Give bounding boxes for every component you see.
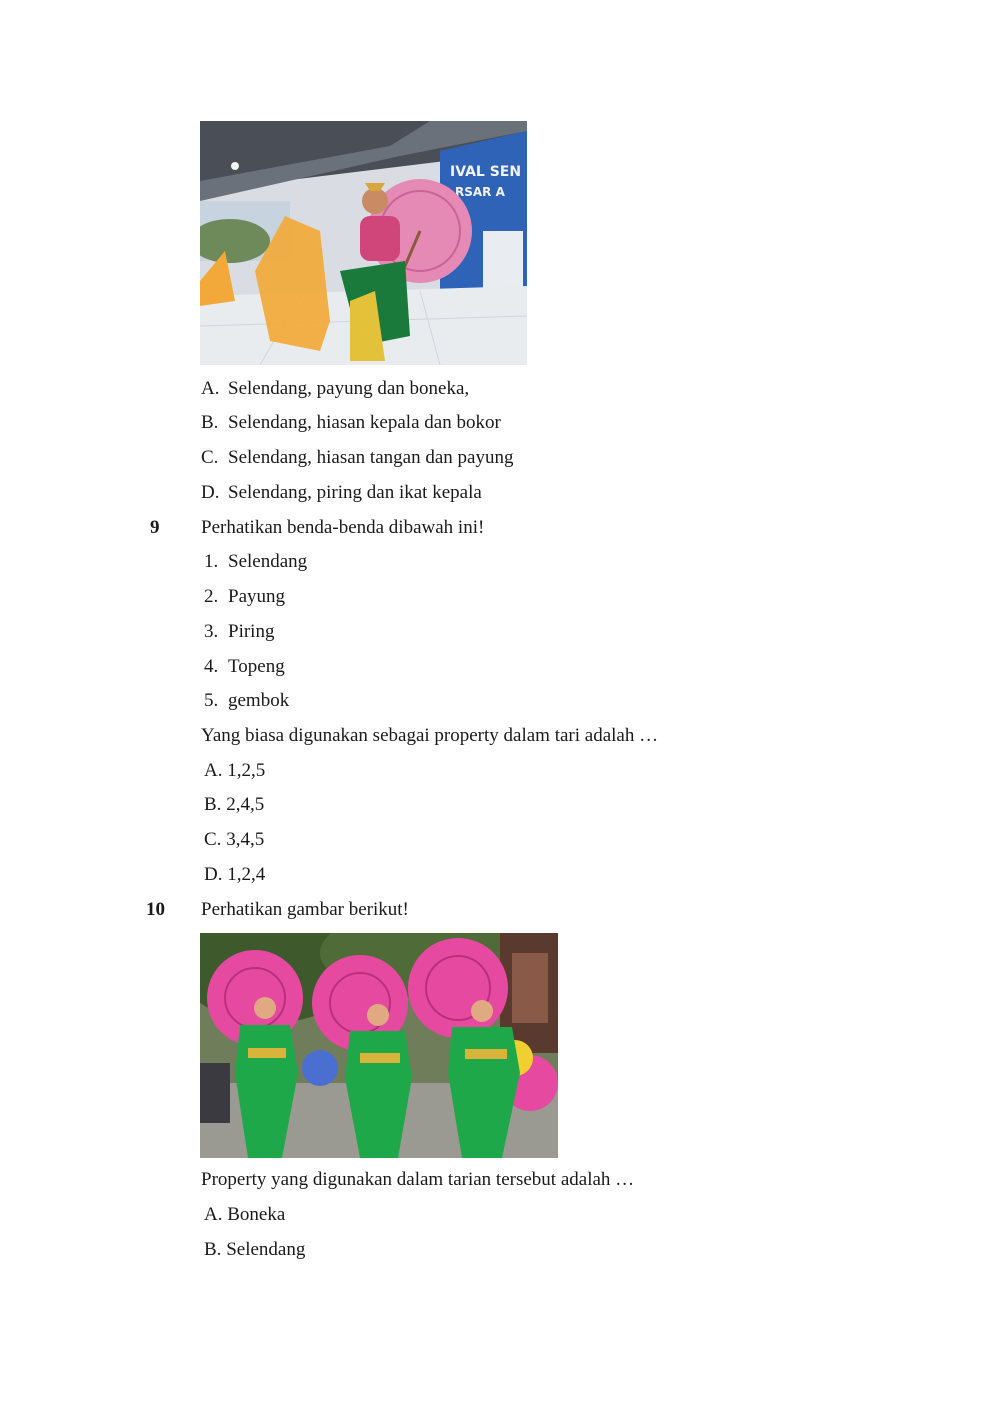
q8-option-a-text: Selendang, payung dan boneka, — [228, 378, 470, 399]
q9-number: 9 — [150, 517, 160, 538]
q8-option-d-letter: D. — [201, 482, 220, 503]
q8-option-d[interactable] — [201, 481, 482, 505]
q8-option-b[interactable] — [201, 411, 501, 435]
q9-option-c-text: 3,4,5 — [226, 829, 265, 850]
q9-item-3-text: Piring — [228, 621, 275, 642]
q10-option-a-letter: A. — [204, 1204, 223, 1225]
q10-question: Property yang digunakan dalam tarian tersebut adalah … — [201, 1169, 635, 1190]
q9-option-d-text: 1,2,4 — [227, 864, 266, 885]
q9-item-4-num: 4. — [204, 656, 219, 677]
q9-item-5-num: 5. — [204, 690, 219, 711]
dance-photo-three-umbrella-dancers — [200, 933, 558, 1158]
q9-option-c-letter: C. — [204, 829, 222, 850]
q9-option-d-letter: D. — [204, 864, 223, 885]
q10-option-a-text: Boneka — [227, 1204, 286, 1225]
q9-item-2-num: 2. — [204, 586, 219, 607]
q10-option-b-text: Selendang — [226, 1239, 306, 1260]
q9-item-5 — [204, 689, 289, 713]
q9-item-2-text: Payung — [228, 586, 285, 607]
q9-item-4-text: Topeng — [228, 656, 285, 677]
q9-option-b-text: 2,4,5 — [226, 794, 265, 815]
q10-option-b[interactable] — [204, 1238, 305, 1262]
q9-option-a[interactable] — [204, 759, 265, 783]
q9-item-1-text: Selendang — [228, 551, 308, 572]
q9-option-d[interactable] — [204, 863, 265, 887]
q8-option-c[interactable] — [201, 446, 513, 470]
q9-option-a-text: 1,2,5 — [227, 760, 266, 781]
q8-option-c-text: Selendang, hiasan tangan dan payung — [228, 447, 514, 468]
q9-option-b[interactable] — [204, 793, 264, 817]
q10-prompt: Perhatikan gambar berikut! — [201, 899, 409, 920]
q9-item-3-num: 3. — [204, 621, 219, 642]
q8-option-c-letter: C. — [201, 447, 219, 468]
q9-item-2 — [204, 585, 285, 609]
q8-option-d-text: Selendang, piring dan ikat kepala — [228, 482, 482, 503]
q9-prompt: Perhatikan benda-benda dibawah ini! — [201, 517, 485, 538]
svg-text:IVAL SEN: IVAL SEN — [450, 164, 522, 180]
svg-text:RSAR A: RSAR A — [455, 185, 505, 199]
q10-option-a[interactable] — [204, 1203, 285, 1227]
q10-option-b-letter: B. — [204, 1239, 222, 1260]
q9-item-1-num: 1. — [204, 551, 219, 572]
q8-option-a-letter: A. — [201, 378, 220, 399]
dance-photo-scarf-umbrella — [200, 121, 527, 365]
q9-option-c[interactable] — [204, 828, 264, 852]
q9-item-3 — [204, 620, 274, 644]
q9-item-4 — [204, 655, 285, 679]
q9-item-1 — [204, 550, 307, 574]
q10-number: 10 — [146, 899, 165, 920]
q9-item-5-text: gembok — [228, 690, 290, 711]
q8-option-b-text: Selendang, hiasan kepala dan bokor — [228, 412, 501, 433]
q9-option-b-letter: B. — [204, 794, 222, 815]
q9-question: Yang biasa digunakan sebagai property dalam tari adalah … — [201, 725, 659, 746]
q8-option-a[interactable] — [201, 377, 469, 401]
q8-option-b-letter: B. — [201, 412, 219, 433]
q9-option-a-letter: A. — [204, 760, 223, 781]
